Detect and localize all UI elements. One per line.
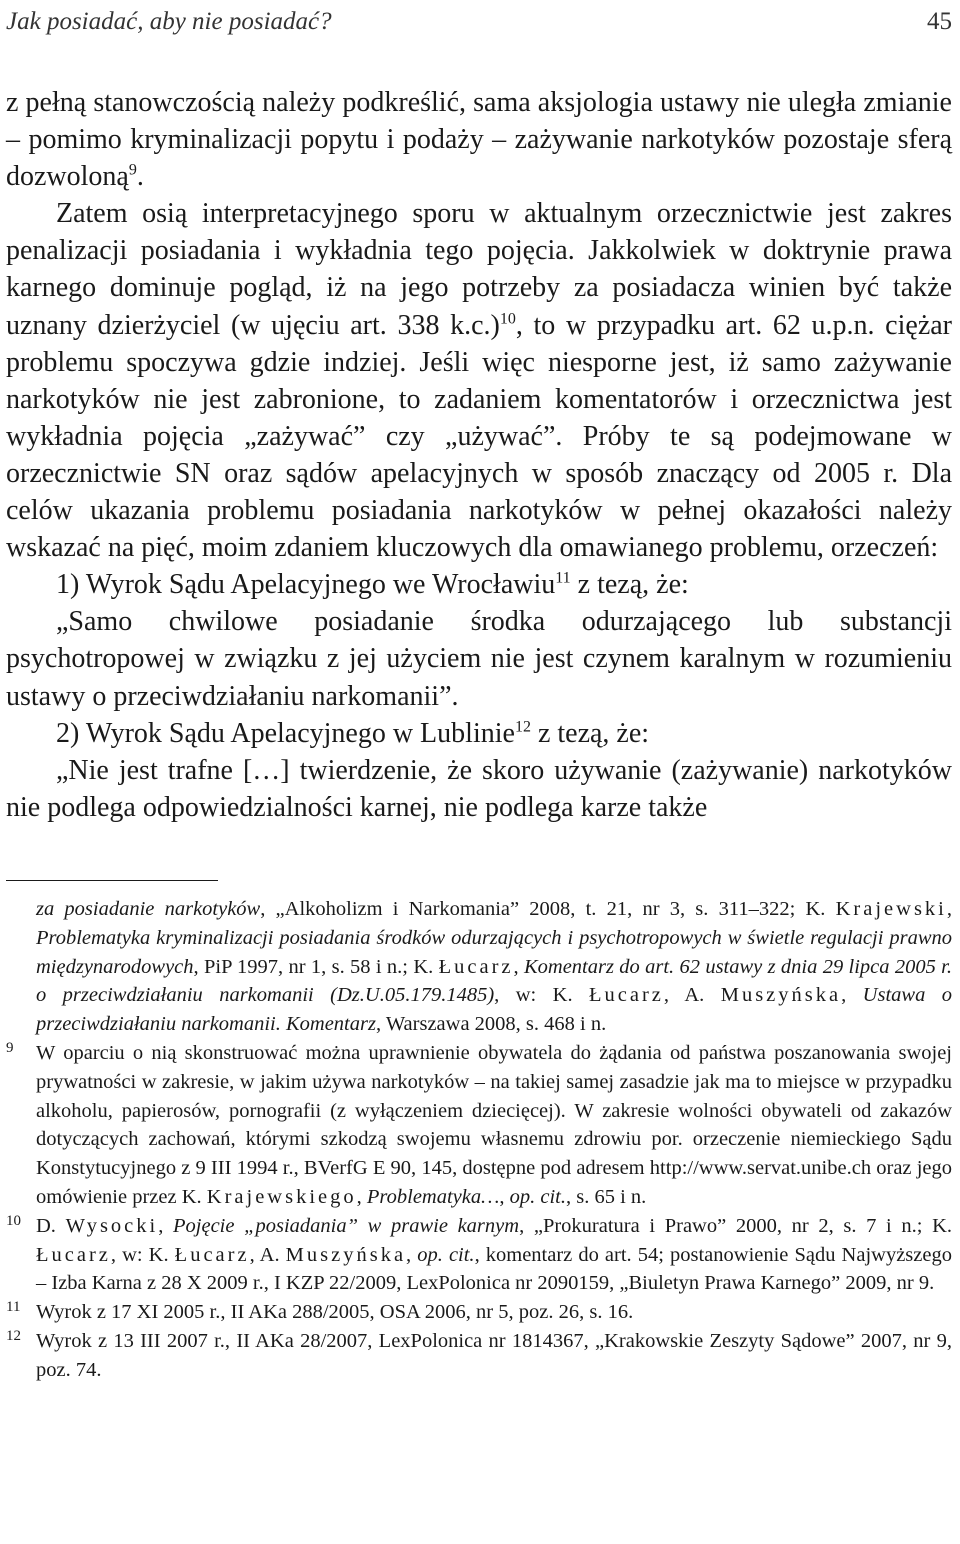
paragraph: z pełną stanowczością należy podkreślić, sama aksjologia ustawy nie uległa zmianie – pomimo kryminalizacji popytu i podaży – zażywanie narkotyków pozostaje sferą dozwoloną$^9$. — [6, 87, 952, 193]
footnote-number: 12 — [6, 1327, 21, 1344]
footnote-11: 11 Wyrok z 17 XI 2005 r., II AKa 288/2005, OSA 2006, nr 5, poz. 26, s. 16. — [6, 1298, 952, 1327]
running-header — [6, 0, 952, 36]
quote: „Samo chwilowe posiadanie środka odurzającego lub substancji psychotropowej w związku z jej użyciem nie jest czynem karalnym w rozumieniu ustawy o przeciwdziałaniu narkomanii”. — [6, 606, 952, 712]
footnote-9: 9 W oparciu o nią skonstruować można uprawnienie obywatela do żądania od państwa poszanowania swojej prywatności w zakresie, w jakim używa narkotyków – na takiej samej zasadzie jak ma to miejsce w przypadku alkoholu, papierosów, pornografii (z wyłączeniem dziecięcej). W zakresie wolności obywateli od zakazów dotyczących zachowań, którymi szkodzą swojemu własnemu zdrowiu por. orzeczenie niemieckiego Sądu Konstytucyjnego z 9 III 1994 r., BVerfG E 90, 145, dostępne pod adresem http://www.servat.unibe.ch oraz jego omówienie przez K. Krajewskiego, Problematyka…, op. cit., s. 65 i n. — [6, 1039, 952, 1212]
running-title: Jak posiadać, aby nie posiadać? — [6, 8, 332, 35]
footnotes — [6, 895, 952, 1385]
main-text — [6, 84, 952, 826]
footnote-12: 12 Wyrok z 13 III 2007 r., II AKa 28/2007, LexPolonica nr 1814367, „Krakowskie Zeszyty Sądowe” 2007, nr 9, poz. 74. — [6, 1327, 952, 1385]
paragraph: Zatem osią interpretacyjnego sporu w aktualnym orzecznictwie jest zakres penalizacji posiadania i wykładnia tego pojęcia. Jakkolwiek w doktrynie prawa karnego dominuje pogląd, iż na jego potrzeby za posiadacza winien być także uznany dzierżyciel (w ujęciu art. 338 k.c.)$^{10}$, to w przypadku art. 62 u.p.n. ciężar problemu spoczywa gdzie indziej. Jeśli więc niesporne jest, iż samo zażywanie narkotyków nie jest zabronione, to zadaniem komentatorów i orzecznictwa jest wykładnia pojęcia „zażywać” czy „używać”. Próby te są podejmowane w orzecznictwie SN oraz sądów apelacyjnych w sposób znaczący od 2005 r. Dla celów ukazania problemu posiadania narkotyków w pełnej okazałości należy wskazać na pięć, moim zdaniem kluczowych dla omawianego problemu, orzeczeń: — [6, 198, 952, 564]
footnote-ref[interactable]: 9 — [128, 161, 137, 179]
footnote-ref[interactable]: 12 — [514, 718, 531, 736]
footnote-ref[interactable]: 10 — [499, 310, 516, 328]
footnote-10: 10 D. Wysocki, Pojęcie „posiadania” w prawie karnym, „Prokuratura i Prawo” 2000, nr 2, s. 7 i n.; K. Łucarz, w: K. Łucarz, A. Muszyńska, op. cit., komentarz do art. 54; postanowienie Sądu Najwyższego – Izba Karna z 28 X 2009 r., I KZP 22/2009, LexPolonica nr 2090159, „Biuletyn Prawa Karnego” 2009, nr 9. — [6, 1212, 952, 1298]
list-item: 1) Wyrok Sądu Apelacyjnego we Wrocławiu$^{11}$ z tezą, że: — [56, 569, 689, 601]
footnote-ref[interactable]: 11 — [555, 569, 571, 587]
footnote-number: 11 — [6, 1299, 21, 1316]
footnote-number: 10 — [6, 1212, 21, 1229]
footnote-number: 9 — [6, 1039, 14, 1056]
quote: „Nie jest trafne […] twierdzenie, że skoro używanie (zażywanie) narkotyków nie podlega odpowiedzialności karnej, nie podlega karze także — [6, 754, 952, 823]
page-number: 45 — [927, 8, 952, 35]
footnote-continuation: za posiadanie narkotyków, „Alkoholizm i Narkomania” 2008, t. 21, nr 3, s. 311–322; K. Krajewski, Problematyka kryminalizacji posiadania środków odurzających i psychotropowych w świetle regulacji prawno międzynarodowych, PiP 1997, nr 1, s. 58 i n.; K. Łucarz, Komentarz do art. 62 ustawy z dnia 29 lipca 2005 r. o przeciwdziałaniu narkomanii (Dz.U.05.179.1485), w: K. Łucarz, A. Muszyńska, Ustawa o przeciwdziałaniu narkomanii. Komentarz, Warszawa 2008, s. 468 i n. — [36, 898, 953, 1036]
list-item: 2) Wyrok Sądu Apelacyjnego w Lublinie$^{12}$ z tezą, że: — [56, 717, 650, 749]
footnote-separator — [6, 880, 218, 881]
